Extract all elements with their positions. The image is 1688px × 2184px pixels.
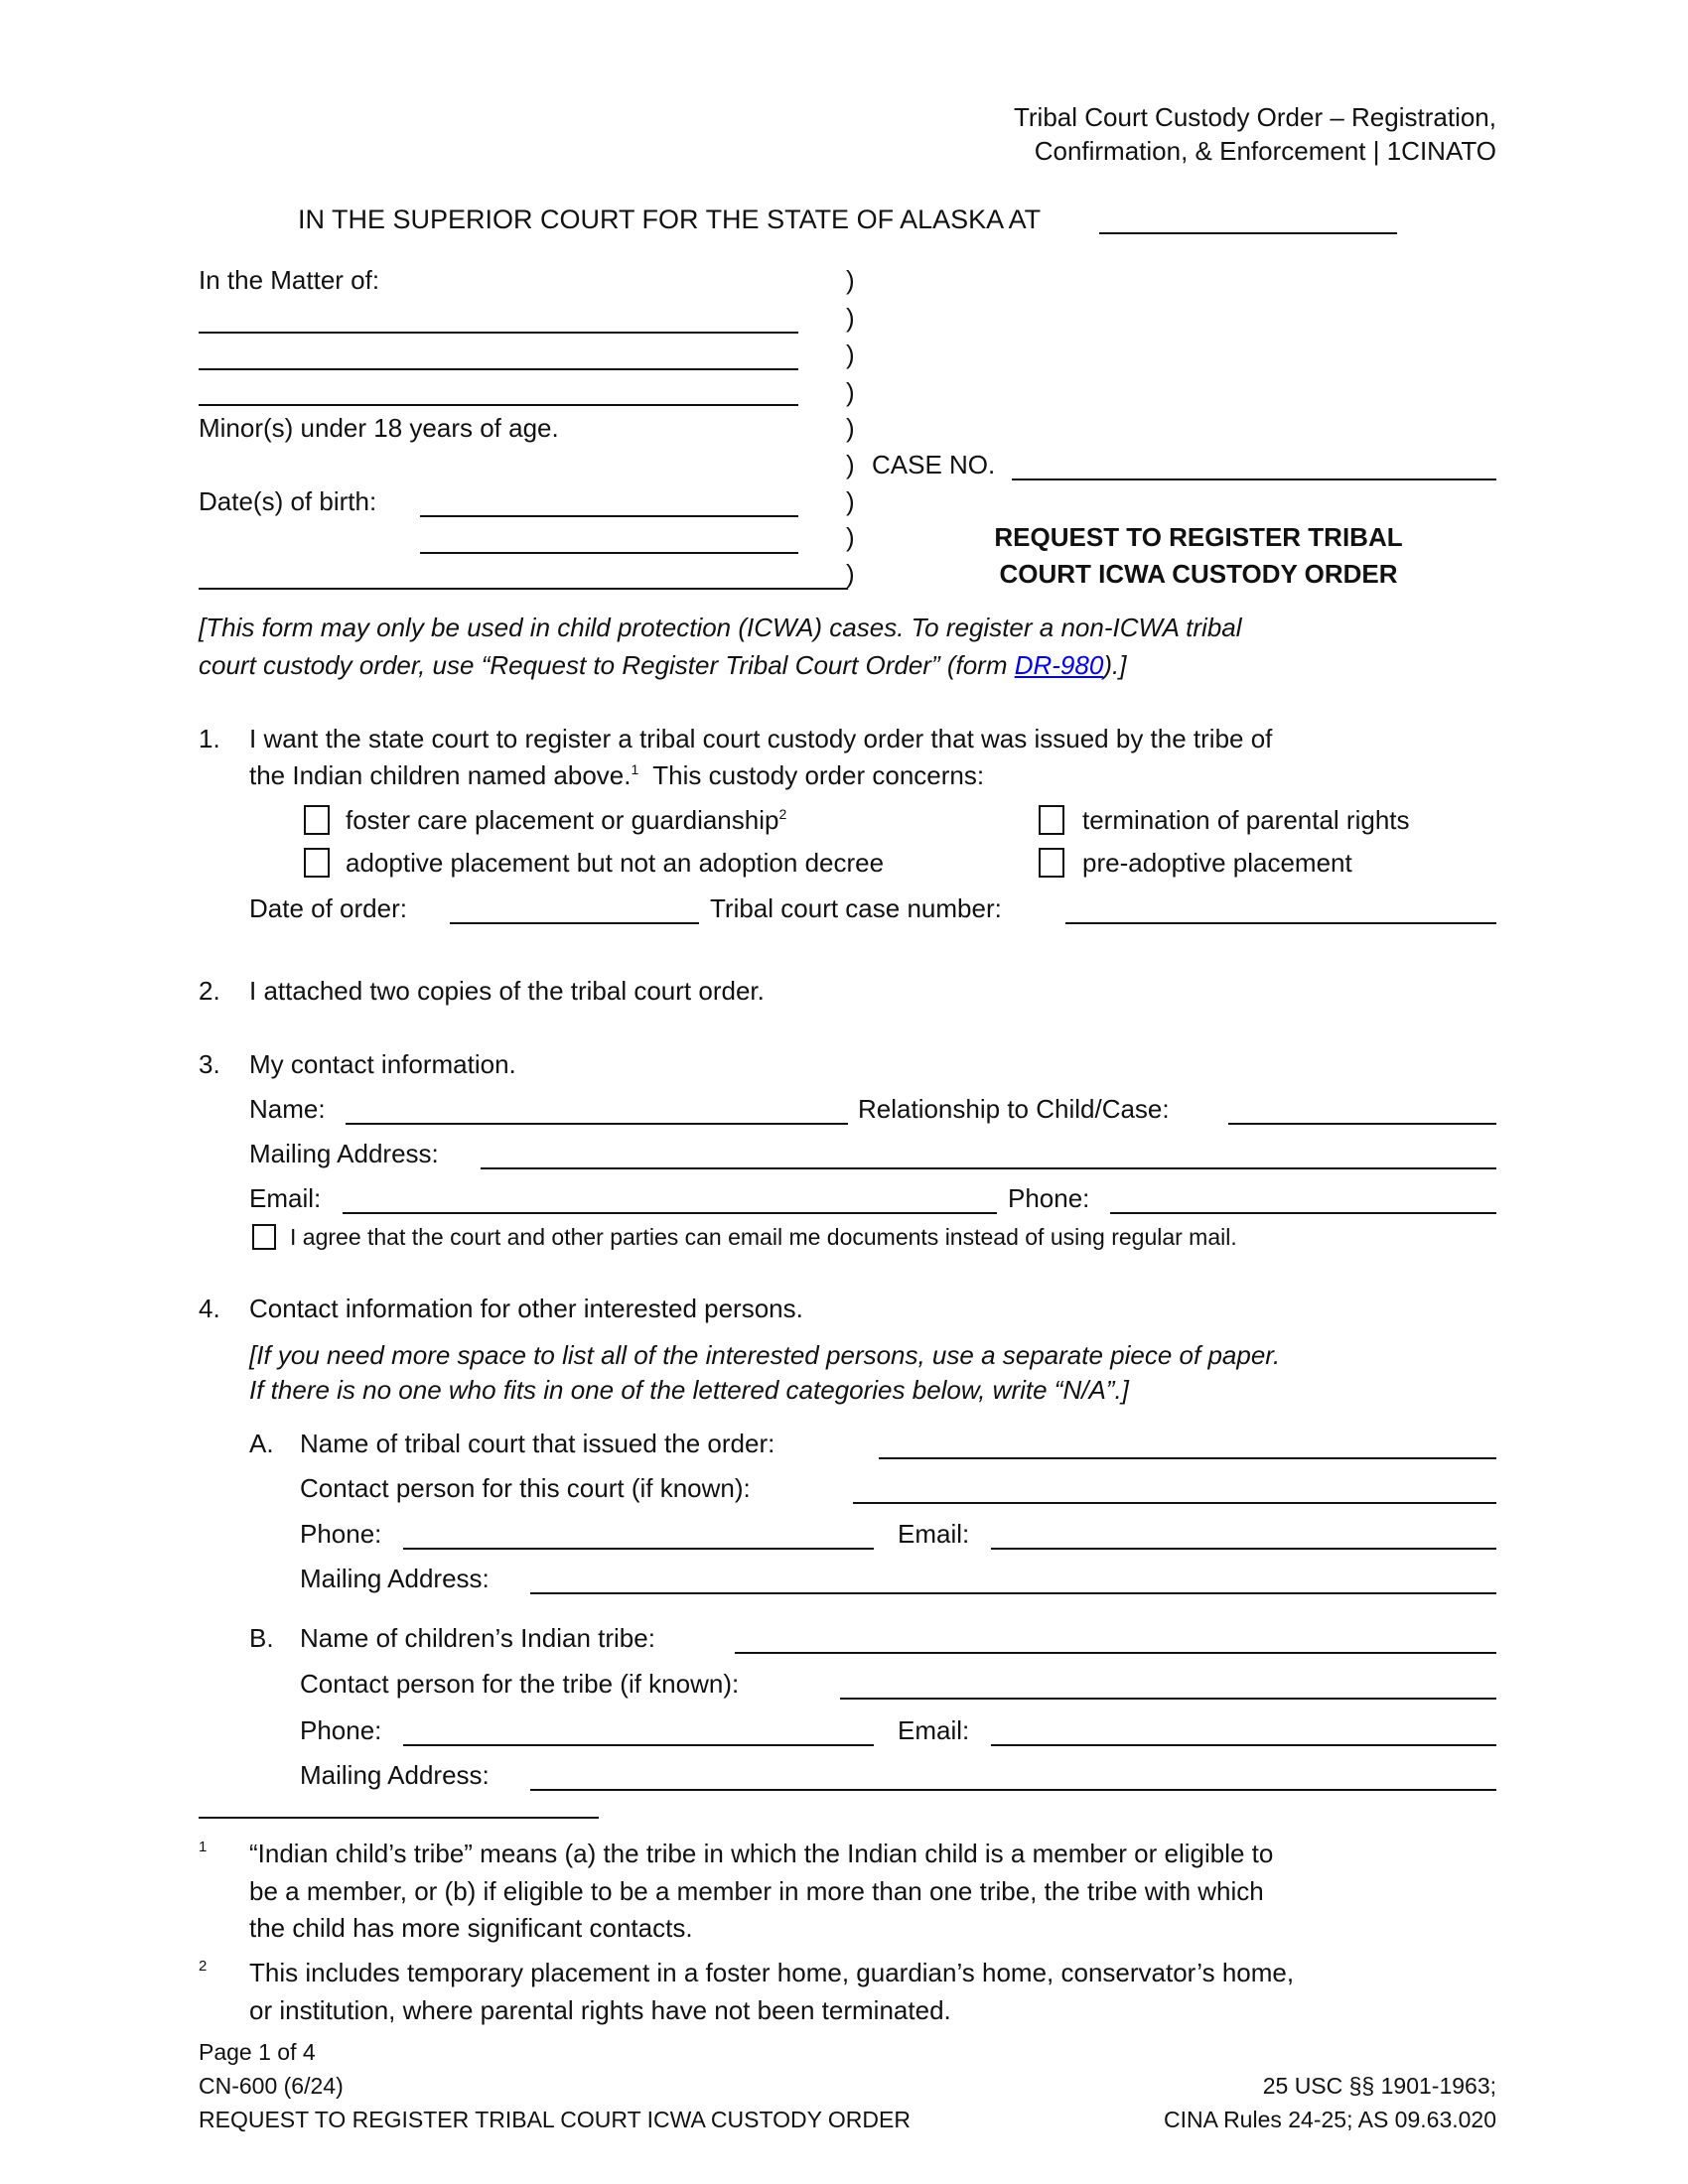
item-3-text: My contact information. <box>249 1049 516 1079</box>
dob-field-2[interactable] <box>420 552 798 554</box>
item-2-number: 2. <box>199 976 220 1006</box>
case-no-label: CASE NO. <box>872 450 996 479</box>
caption-paren: ) <box>846 340 855 369</box>
name-label: Name: <box>249 1094 326 1124</box>
court-phone-label: Phone: <box>300 1519 382 1549</box>
mailing-address-field[interactable] <box>481 1167 1496 1169</box>
item-3-number: 3. <box>199 1049 220 1079</box>
checkbox-termination[interactable] <box>1039 805 1064 835</box>
tribe-email-label: Email: <box>898 1715 970 1745</box>
matter-label: In the Matter of: <box>199 265 380 295</box>
tribal-case-number-field[interactable] <box>1065 922 1496 924</box>
item-1-text-2 <box>249 757 984 793</box>
caption-bottom-rule <box>199 588 848 590</box>
court-mailing-label: Mailing Address: <box>300 1564 490 1593</box>
relationship-field[interactable] <box>1228 1123 1496 1125</box>
phone-label: Phone: <box>1008 1183 1090 1213</box>
tribe-mailing-field[interactable] <box>530 1789 1496 1791</box>
email-consent-label: I agree that the court and other parties can email me documents instead of using regular mail. <box>290 1224 1237 1250</box>
court-heading: IN THE SUPERIOR COURT FOR THE STATE OF ALASKA AT <box>298 205 1042 234</box>
checkbox-foster-care[interactable] <box>304 805 330 835</box>
footnote-2-line-1: This includes temporary placement in a foster home, guardian’s home, conservator’s home, <box>249 1958 1295 1987</box>
checkbox-pre-adoptive[interactable] <box>1039 848 1064 878</box>
name-field[interactable] <box>346 1123 848 1125</box>
header-line-2: Confirmation, & Enforcement | 1CINATO <box>1034 136 1496 166</box>
matter-name-field-1[interactable] <box>199 332 798 334</box>
form-title-line-1: REQUEST TO REGISTER TRIBAL <box>994 522 1403 552</box>
relationship-label: Relationship to Child/Case: <box>858 1094 1170 1124</box>
section-b-letter: B. <box>249 1623 274 1653</box>
tribal-case-number-label: Tribal court case number: <box>710 893 1002 923</box>
caption-paren: ) <box>846 522 855 552</box>
footnote-ref-2: 2 <box>778 806 787 822</box>
court-location-field[interactable] <box>1099 232 1397 234</box>
checkbox-adoptive[interactable] <box>304 848 330 878</box>
notice-line-1: [This form may only be used in child protection (ICWA) cases. To register a non-ICWA tribal <box>199 613 1242 642</box>
option-pre-adoptive-label: pre-adoptive placement <box>1082 848 1352 878</box>
item-4-note-1: [If you need more space to list all of the interested persons, use a separate piece of paper. <box>249 1340 1281 1370</box>
tribal-court-name-label: Name of tribal court that issued the order: <box>300 1429 775 1458</box>
minor-label: Minor(s) under 18 years of age. <box>199 413 559 443</box>
footnote-1-number: 1 <box>199 1839 208 1855</box>
option-termination-label: termination of parental rights <box>1082 805 1410 835</box>
page-number: Page 1 of 4 <box>199 2039 316 2065</box>
court-email-label: Email: <box>898 1519 970 1549</box>
caption-paren: ) <box>846 413 855 443</box>
tribe-contact-field[interactable] <box>840 1698 1496 1700</box>
dob-field-1[interactable] <box>420 515 798 517</box>
footnote-ref-1: 1 <box>631 761 639 777</box>
statute-line-1: 25 USC §§ 1901-1963; <box>1262 2073 1496 2099</box>
court-email-field[interactable] <box>991 1548 1496 1550</box>
option-foster-care-label: foster care placement or guardianship <box>346 805 779 835</box>
item-1-text-2a: the Indian children named above. <box>249 760 632 790</box>
phone-field[interactable] <box>1110 1212 1496 1214</box>
footnote-separator <box>199 1817 599 1819</box>
court-mailing-field[interactable] <box>530 1592 1496 1594</box>
item-4-text: Contact information for other interested persons. <box>249 1294 803 1323</box>
matter-name-field-2[interactable] <box>199 368 798 370</box>
footnote-1-line-1: “Indian child’s tribe” means (a) the tribe in which the Indian child is a member or eligible to <box>249 1839 1274 1868</box>
statute-line-2: CINA Rules 24-25; AS 09.63.020 <box>1164 2107 1496 2132</box>
notice-text-end: ).] <box>1103 650 1127 680</box>
tribe-email-field[interactable] <box>991 1744 1496 1746</box>
date-of-order-field[interactable] <box>450 922 699 924</box>
checkbox-email-consent[interactable] <box>252 1224 276 1250</box>
matter-name-field-3[interactable] <box>199 404 798 406</box>
caption-paren: ) <box>846 559 855 589</box>
tribe-name-field[interactable] <box>735 1652 1496 1654</box>
caption-paren: ) <box>846 303 855 333</box>
item-1-number: 1. <box>199 724 220 753</box>
footnote-1-line-2: be a member, or (b) if eligible to be a member in more than one tribe, the tribe with which <box>249 1876 1264 1906</box>
caption-paren: ) <box>846 265 855 295</box>
date-of-order-label: Date of order: <box>249 893 407 923</box>
footer-form-title: REQUEST TO REGISTER TRIBAL COURT ICWA CUSTODY ORDER <box>199 2107 911 2132</box>
email-label: Email: <box>249 1183 322 1213</box>
tribe-phone-field[interactable] <box>403 1744 874 1746</box>
court-contact-label: Contact person for this court (if known): <box>300 1473 751 1503</box>
court-contact-field[interactable] <box>853 1502 1496 1504</box>
footnote-2-line-2: or institution, where parental rights have not been terminated. <box>249 1995 951 2025</box>
notice-text: court custody order, use “Request to Register Tribal Court Order” (form <box>199 650 1015 680</box>
tribe-mailing-label: Mailing Address: <box>300 1760 490 1790</box>
form-title-line-2: COURT ICWA CUSTODY ORDER <box>999 559 1398 589</box>
footnote-2-number: 2 <box>199 1958 208 1975</box>
item-2-text: I attached two copies of the tribal court order. <box>249 976 765 1006</box>
mailing-label: Mailing Address: <box>249 1139 439 1168</box>
item-1-text-2b: This custody order concerns: <box>638 760 985 790</box>
item-1-text: I want the state court to register a tribal court custody order that was issued by the tribe of <box>249 724 1273 753</box>
tribal-court-name-field[interactable] <box>879 1457 1496 1459</box>
option-foster-care <box>346 802 786 838</box>
tribe-phone-label: Phone: <box>300 1715 382 1745</box>
tribe-name-label: Name of children’s Indian tribe: <box>300 1623 655 1653</box>
form-id: CN-600 (6/24) <box>199 2073 344 2099</box>
option-adoptive-label: adoptive placement but not an adoption decree <box>346 848 885 878</box>
item-4-number: 4. <box>199 1294 220 1323</box>
footnote-1-line-3: the child has more significant contacts. <box>249 1913 693 1943</box>
item-4-note-2: If there is no one who fits in one of the lettered categories below, write “N/A”.] <box>249 1375 1129 1405</box>
dob-label: Date(s) of birth: <box>199 486 377 516</box>
header-line-1: Tribal Court Custody Order – Registration, <box>1013 102 1496 132</box>
dr-980-link[interactable]: DR-980 <box>1014 650 1104 680</box>
section-a-letter: A. <box>249 1429 274 1458</box>
notice-line-2 <box>199 647 1126 683</box>
caption-paren: ) <box>846 486 855 516</box>
email-field[interactable] <box>343 1212 997 1214</box>
case-number-field[interactable] <box>1012 478 1496 480</box>
tribe-contact-label: Contact person for the tribe (if known): <box>300 1669 740 1699</box>
court-phone-field[interactable] <box>403 1548 874 1550</box>
caption-paren: ) <box>846 377 855 407</box>
caption-paren: ) <box>846 450 855 479</box>
